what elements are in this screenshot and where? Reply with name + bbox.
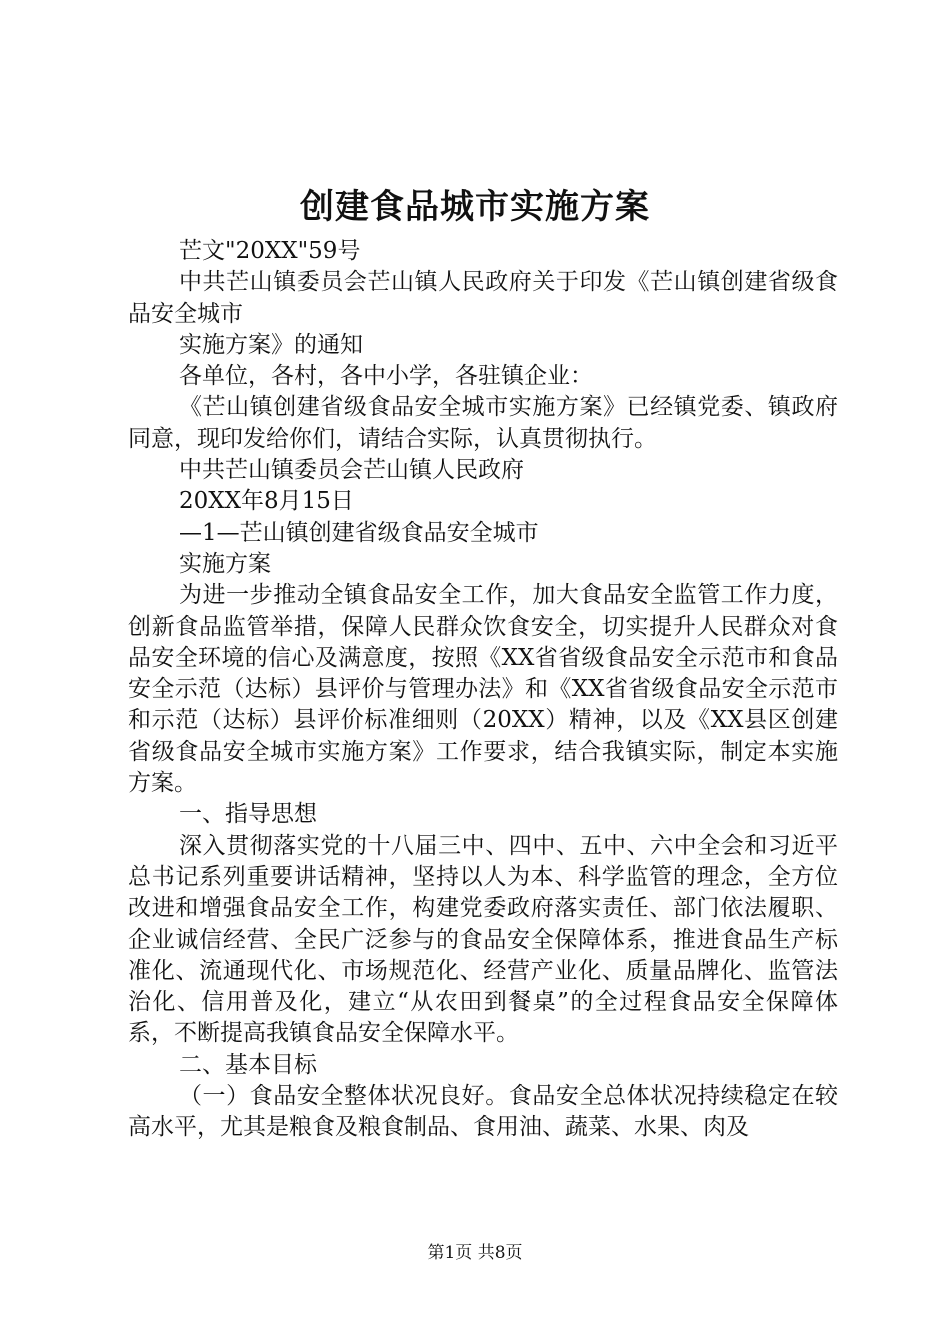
notice-body: 《芒山镇创建省级食品安全城市实施方案》已经镇党委、镇政府同意，现印发给你们，请结合实际，认真贯彻执行。 [128,394,838,452]
page-number-footer: 第1页 共8页 [427,1243,523,1263]
section-heading-basic-goals: 二、基本目标 [179,1051,317,1078]
guiding-ideology-paragraph: 深入贯彻落实党的十八届三中、四中、五中、六中全会和习近平总书记系列重要讲话精神，坚持以人为本、科学监管的理念，全方位改进和增强食品安全工作，构建党委政府落实责任、部门依法履职、企业诚信经营、全民广泛参与的食品安全保障体系，推进食品生产标准化、流通现代化、市场规范化、经营产业化、质量品牌化、监管法治化、信用普及化，建立“从农田到餐桌”的全过程食品安全保障体系，不断提高我镇食品安全保障水平。 [128,832,838,1047]
document-body [128,236,838,1144]
document-number: 芒文"20XX"59号 [179,238,361,264]
notice-heading-continued: 实施方案》的通知 [179,331,363,358]
plan-title-line-continued: 实施方案 [179,550,271,577]
issuer-signature: 中共芒山镇委员会芒山镇人民政府 [179,457,524,484]
section-heading-guiding-ideology: 一、指导思想 [179,801,317,828]
issue-date: 20XX年8月15日 [179,488,354,515]
salutation: 各单位，各村，各中小学，各驻镇企业： [179,363,593,390]
basic-goals-paragraph: （一）食品安全整体状况良好。食品安全总体状况持续稳定在较高水平，尤其是粮食及粮食制品、食用油、蔬菜、水果、肉及 [128,1083,838,1141]
plan-title-line: —1—芒山镇创建省级食品安全城市 [179,519,539,546]
document-title: 创建食品城市实施方案 [300,187,650,227]
notice-heading: 中共芒山镇委员会芒山镇人民政府关于印发《芒山镇创建省级食品安全城市 [128,269,838,327]
intro-paragraph: 为进一步推动全镇食品安全工作，加大食品安全监管工作力度，创新食品监管举措，保障人民群众饮食安全，切实提升人民群众对食品安全环境的信心及满意度，按照《XX省省级食品安全示范市和食品安全示范（达标）县评价与管理办法》和《XX省省级食品安全示范市和示范（达标）县评价标准细则（20XX）精神，以及《XX县区创建省级食品安全城市实施方案》工作要求，结合我镇实际，制定本实施方案。 [128,582,838,797]
